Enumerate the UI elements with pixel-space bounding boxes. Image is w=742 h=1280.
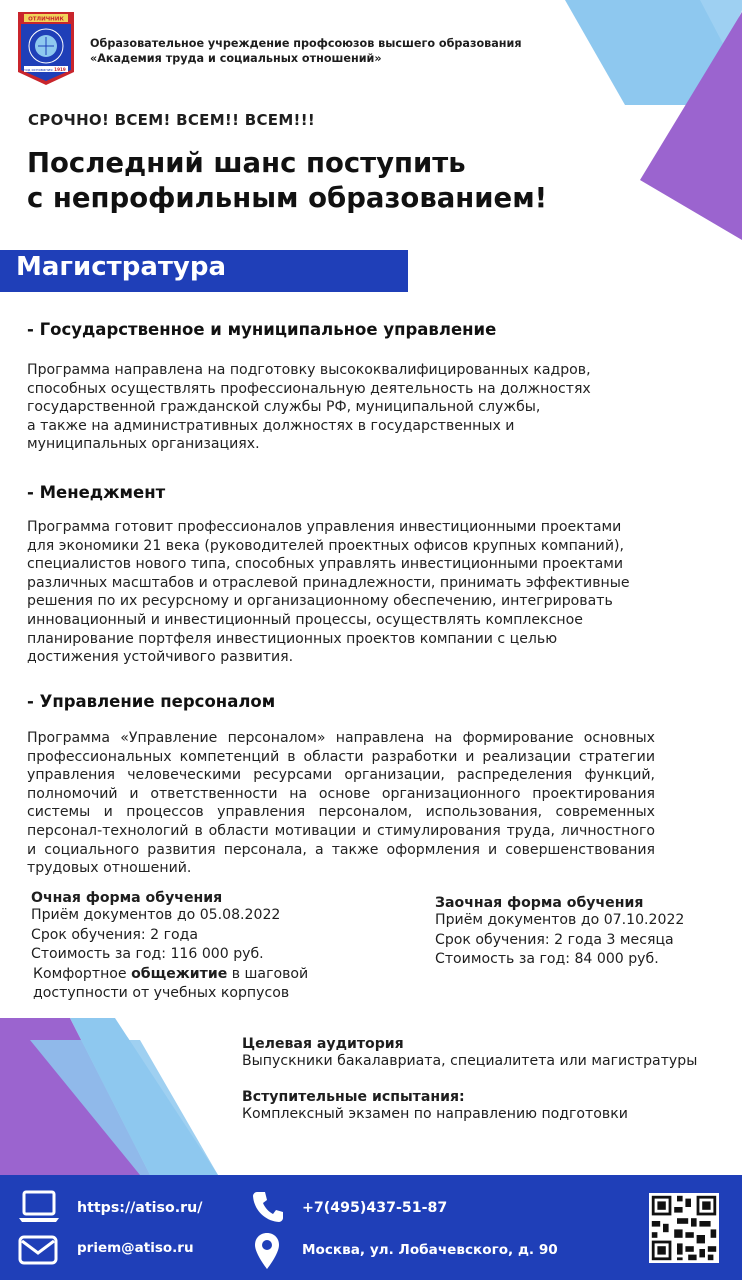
parttime-title: Заочная форма обучения [435,895,644,911]
audience-title: Целевая аудитория [242,1036,404,1052]
program-desc-gmu [27,361,657,454]
parttime-duration: Срок обучения: 2 года 3 месяца [435,931,674,948]
website-link[interactable]: https://atiso.ru/ [77,1200,203,1216]
audience-block [242,1036,732,1072]
fulltime-deadline: Приём документов до 05.08.2022 [31,907,281,923]
address-text: Москва, ул. Лобачевского, д. 90 [302,1242,558,1258]
academy-logo [16,10,76,86]
org-line-2: «Академия труда и социальных отношений» [90,52,382,65]
exams-title: Вступительные испытания: [242,1089,465,1105]
program-desc-line: Программа готовит профессионалов управления инвестиционными проектами [27,519,622,535]
program-desc-line: государственной гражданской службы РФ, муниципальной службы, [27,399,541,416]
program-desc-line: а также на административных должностях в государственных и [27,417,515,434]
program-desc-line: способных осуществлять профессиональную деятельность на должностях [27,380,591,397]
program-desc-line: достижения устойчивого развития. [27,649,294,666]
program-desc-line: различных масштабов и отраслевой принадлежности, принимать эффективные [27,574,630,591]
fulltime-dorm-line2: доступности от учебных корпусов [33,985,290,1001]
exams-block [242,1089,732,1125]
phone-link[interactable]: +7(495)437-51-87 [302,1200,448,1216]
headline-line-2: с непрофильным образованием! [27,182,548,214]
program-desc-line: Программа направлена на подготовку высококвалифицированных кадров, [27,362,591,378]
logo-founded-label: год основания [23,67,53,72]
organization-name [90,36,522,66]
urgent-callout: СРОЧНО! ВСЕМ! ВСЕМ!! ВСЕМ!!! [28,111,315,129]
parttime-deadline: Приём документов до 07.10.2022 [435,912,685,928]
fulltime-block [31,890,361,1004]
program-desc-hr: Программа «Управление персоналом» направлена на формирование основных профессиональных компетенций в области разработки и реализации стратегии управления человеческими ресурсами организации, распределения функций, полномочий и ответственности на основе организационного проектирования системы и процессов управления персоналом, использования, современных персонал-технологий в области мотивации и стимулирования труда, личностного и социального развития персонала, а также оформления и совершенствования трудовых отношений. [27,730,655,877]
fulltime-dorm [33,965,361,985]
program-desc-line: решения по их ресурсному и организационному обеспечению, интегрировать [27,593,613,610]
dorm-text: Комфортное [33,965,132,982]
program-desc-line: муниципальных организациях. [27,436,260,453]
program-title-gmu: - Государственное и муниципальное управление [27,320,497,339]
dorm-text: в шаговой [227,965,309,982]
mail-icon [18,1235,58,1265]
location-pin-icon [255,1233,279,1269]
program-desc-line: специалистов нового типа, способных управлять инвестиционными проектами [27,556,624,573]
email-link[interactable]: priem@atiso.ru [77,1240,194,1256]
fulltime-title: Очная форма обучения [31,890,223,906]
logo-founded-year: 1919 [54,67,66,72]
fulltime-cost: Стоимость за год: 116 000 руб. [31,946,264,962]
laptop-icon [18,1190,60,1224]
fulltime-duration: Срок обучения: 2 года [31,926,198,943]
headline [27,146,547,216]
banner-title: Магистратура [16,252,227,282]
qr-code [649,1193,719,1263]
parttime-cost: Стоимость за год: 84 000 руб. [435,951,659,967]
logo-top-text: ОТЛИЧНИК [28,16,64,23]
program-desc-management [27,518,657,667]
program-desc-line: планирование портфеля инвестиционных проектов компании с целью [27,630,558,647]
headline-line-1: Последний шанс поступить [27,147,466,179]
contact-footer [0,1175,742,1280]
org-line-1: Образовательное учреждение профсоюзов высшего образования [90,37,522,50]
audience-text: Выпускники бакалавриата, специалитета или магистратуры [242,1053,698,1069]
exams-text: Комплексный экзамен по направлению подготовки [242,1106,628,1122]
parttime-block [435,895,735,970]
dorm-highlight: общежитие [131,965,228,982]
program-title-hr: - Управление персоналом [27,692,276,711]
program-title-management: - Менеджмент [27,483,166,502]
program-desc-line: для экономики 21 века (руководителей проектных офисов крупных компаний), [27,537,624,554]
phone-icon [253,1190,283,1222]
program-desc-line: инновационный и инвестиционный процессы, осуществлять комплексное [27,611,583,628]
